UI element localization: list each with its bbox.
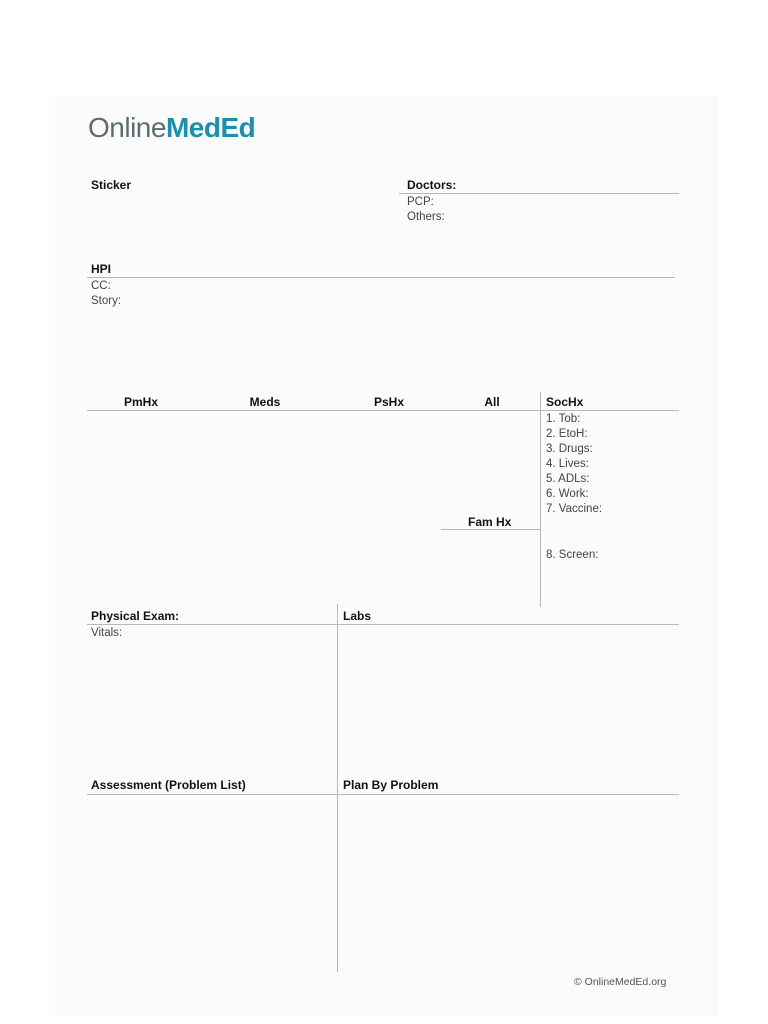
sochx-item: 2. EtoH: <box>546 428 588 440</box>
sochx-list <box>546 412 602 517</box>
others-field-label: Others: <box>407 211 445 223</box>
brand-logo-online: Online <box>88 112 166 143</box>
sochx-item: 4. Lives: <box>546 458 589 470</box>
note-template-page <box>49 96 718 1016</box>
doctors-divider <box>399 193 679 194</box>
brand-logo-meded: MedEd <box>165 112 256 143</box>
fam-hx-heading: Fam Hx <box>468 515 512 529</box>
allergies-column-heading: All <box>484 395 500 409</box>
physical-exam-heading: Physical Exam: <box>91 609 180 623</box>
sochx-item: 6. Work: <box>546 488 589 500</box>
hpi-divider <box>87 277 675 278</box>
pcp-field-label: PCP: <box>407 196 434 208</box>
history-divider <box>87 410 679 411</box>
assessment-divider <box>87 794 679 795</box>
cc-field-label: CC: <box>91 280 111 292</box>
pmhx-column-heading: PmHx <box>123 395 158 409</box>
pshx-column-heading: PsHx <box>373 395 405 409</box>
sochx-item: 7. Vaccine: <box>546 503 603 515</box>
sochx-vertical-divider <box>540 392 541 607</box>
center-vertical-divider <box>337 604 338 972</box>
labs-heading: Labs <box>343 609 372 623</box>
assessment-heading: Assessment (Problem List) <box>91 778 246 792</box>
screen-field-label: 8. Screen: <box>546 549 599 561</box>
sochx-item: 5. ADLs: <box>546 473 590 485</box>
brand-logo <box>88 114 255 142</box>
sochx-item: 3. Drugs: <box>546 443 593 455</box>
plan-heading: Plan By Problem <box>343 778 439 792</box>
hpi-heading: HPI <box>91 262 112 276</box>
sochx-item: 1. Tob: <box>546 413 581 425</box>
sticker-heading: Sticker <box>91 178 132 192</box>
vitals-field-label: Vitals: <box>91 627 123 639</box>
doctors-heading: Doctors: <box>407 178 457 192</box>
copyright-footer: © OnlineMedEd.org <box>574 976 667 988</box>
story-field-label: Story: <box>91 295 122 307</box>
fam-hx-divider <box>441 529 540 530</box>
sochx-column-heading: SocHx <box>546 395 584 409</box>
exam-divider <box>87 624 679 625</box>
meds-column-heading: Meds <box>249 395 281 409</box>
